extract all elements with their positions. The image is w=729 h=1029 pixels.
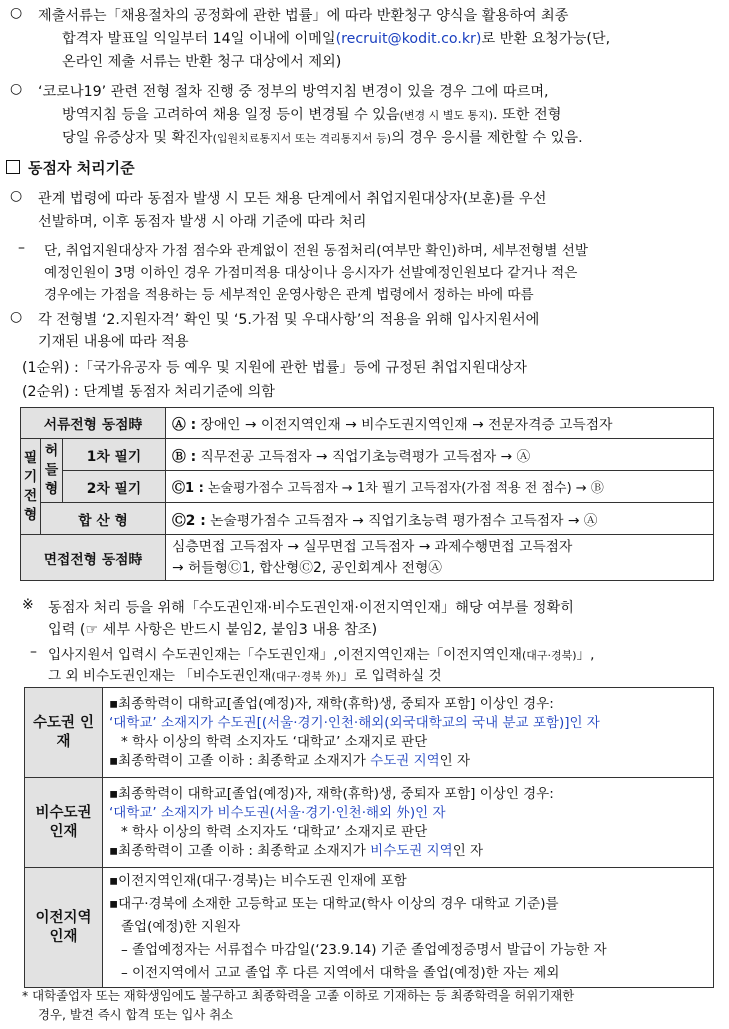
row-written2-body: Ⓒ1 : 논술평가점수 고득점자 → 1차 필기 고득점자(가점 적용 전 점수) → Ⓑ	[166, 471, 714, 503]
sec-b2-line2: 기재된 내용에 따라 적용	[38, 334, 189, 350]
dash-marker: –	[30, 644, 37, 660]
noncapital-head: 비수도권 인재	[25, 778, 103, 868]
row-doc-body: Ⓐ : 장애인 → 이전지역인재 → 비수도권지역인재 → 전문자격증 고득점자	[166, 408, 714, 439]
row-sum-body: Ⓒ2 : 논술평가점수 고득점자 → 직업기초능력 평가점수 고득점자 → Ⓐ	[166, 503, 714, 535]
intro-b2-line1: ‘코로나19’ 관련 전형 절차 진행 중 정부의 방역지침 변경이 있을 경우 그에 따르며,	[38, 84, 549, 100]
row-written1-head: 1차 필기	[63, 439, 166, 471]
email-link[interactable]: (recruit@kodit.co.kr)	[335, 31, 482, 47]
note1-line1: 동점자 처리 등을 위해「수도권인재·비수도권인재·이전지역인재」해당 여부를 정확히	[48, 600, 574, 616]
sec-d1-line2: 예정인원이 3명 이하인 경우 가점미적용 대상이나 응시자가 선발예정인원보다 같거나 적은	[44, 265, 578, 281]
row-interview-body: 심층면접 고득점자 → 실무면접 고득점자 → 과제수행면접 고득점자 → 허들형Ⓒ1, 합산형Ⓒ2, 공인회계사 전형Ⓐ	[166, 535, 714, 581]
footnote-line2: 경우, 발견 즉시 합격 또는 입사 취소	[38, 1007, 234, 1022]
note2-line2: 그 외 비수도권인재는 「비수도권인재(대구·경북 外)」로 입력하실 것	[48, 668, 442, 684]
dash-marker: –	[18, 240, 25, 256]
sec-b1-line1: 관계 법령에 따라 동점자 발생 시 모든 채용 단계에서 취업지원대상자(보훈)를 우선	[38, 191, 547, 207]
row-interview-head: 면접전형 동점時	[21, 535, 166, 581]
bullet-circle: ○	[10, 309, 23, 325]
hurdle-type-head: 허들형	[41, 439, 63, 503]
intro-b1-line2: 합격자 발표일 익일부터 14일 이내에 이메일(recruit@kodit.co.kr)로 반환 요청가능(단,	[62, 31, 611, 47]
sec-d1-line3: 경우에는 가점을 적용하는 등 세부적인 운영사항은 관계 법령에서 정하는 바에 따름	[44, 287, 534, 303]
rank-2: (2순위) : 단계별 동점자 처리기준에 의함	[22, 384, 276, 400]
sec-b2-line1: 각 전형별 ‘2.지원자격’ 확인 및 ‘5.가점 및 우대사항’의 적용을 위해 입사지원서에	[38, 312, 540, 328]
noncapital-body: ▪최종학력이 대학교[졸업(예정)자, 재학(휴학)생, 중퇴자 포함] 이상인 경우: ‘대학교’ 소재지가 비수도권(서울·경기·인천·해외 外)인 자 * 학사 이상의 학력 소지자도 ‘대학교’ 소재지로 판단 ▪최종학력이 고졸 이하 : 최종학교 소재지가 비수도권 지역인 자	[103, 778, 714, 868]
intro-b1-line1: 제출서류는「채용절차의 공정화에 관한 법률」에 따라 반환청구 양식을 활용하여 최종	[38, 8, 569, 24]
intro-b2-line3: 당일 유증상자 및 확진자(입원치료통지서 또는 격리통지서 등)의 경우 응시를 제한할 수 있음.	[62, 130, 583, 146]
relocated-head: 이전지역 인재	[25, 868, 103, 988]
bullet-circle: ○	[10, 81, 23, 97]
row-written2-head: 2차 필기	[63, 471, 166, 503]
tiebreak-table	[20, 407, 714, 581]
bullet-circle: ○	[10, 188, 23, 204]
rank-1: (1순위) :「국가유공자 등 예우 및 지원에 관한 법률」등에 규정된 취업지원대상자	[22, 360, 527, 376]
sec-b1-line2: 선발하며, 이후 동점자 발생 시 아래 기준에 따라 처리	[38, 214, 367, 230]
note2-line1: 입사지원서 입력시 수도권인재는「수도권인재」,이전지역인재는「이전지역인재(대구·경북)」,	[48, 647, 595, 663]
row-sum-head: 합 산 형	[41, 503, 166, 535]
footnote-line1: * 대학졸업자 또는 재학생임에도 불구하고 최종학력을 고졸 이하로 기재하는 등 최종학력을 허위기재한	[22, 988, 575, 1003]
section-title: 동점자 처리기준	[6, 157, 135, 178]
bullet-circle: ○	[10, 5, 23, 21]
intro-b1-line3: 온라인 제출 서류는 반환 청구 대상에서 제외)	[62, 54, 342, 70]
capital-body: ▪최종학력이 대학교[졸업(예정)자, 재학(휴학)생, 중퇴자 포함] 이상인 경우: ‘대학교’ 소재지가 수도권[(서울·경기·인천·해외(외국대학교의 국내 분교 포함)]인 자 * 학사 이상의 학력 소지자도 ‘대학교’ 소재지로 판단 ▪최종학력이 고졸 이하 : 최종학교 소재지가 수도권 지역인 자	[103, 688, 714, 778]
region-table	[24, 687, 714, 988]
relocated-body: ▪이전지역인재(대구·경북)는 비수도권 인재에 포함 ▪대구·경북에 소재한 고등학교 또는 대학교(학사 이상의 경우 대학교 기준)를 졸업(예정)한 지원자 – 졸업예정자는 서류접수 마감일(‘23.9.14) 기준 졸업예정증명서 발급이 가능한 자 – 이전지역에서 고교 졸업 후 다른 지역에서 대학을 졸업(예정)한 자는 제외	[103, 868, 714, 988]
row-written1-body: Ⓑ : 직무전공 고득점자 → 직업기초능력평가 고득점자 → Ⓐ	[166, 439, 714, 471]
written-type-head: 필기전형	[21, 439, 41, 535]
sec-d1-line1: 단, 취업지원대상자 가점 점수와 관계없이 전원 동점처리(여부만 확인)하며, 세부전형별 선발	[44, 243, 589, 259]
note1-line2: 입력 (☞ 세부 사항은 반드시 붙임2, 붙임3 내용 참조)	[48, 622, 378, 638]
intro-b2-line2: 방역지침 등을 고려하여 채용 일정 등이 변경될 수 있음(변경 시 별도 통지). 또한 전형	[62, 107, 562, 123]
row-doc-head: 서류전형 동점時	[21, 408, 166, 439]
capital-head: 수도권 인재	[25, 688, 103, 778]
note-mark: ※	[22, 597, 34, 613]
checkbox-square-icon	[6, 160, 20, 174]
